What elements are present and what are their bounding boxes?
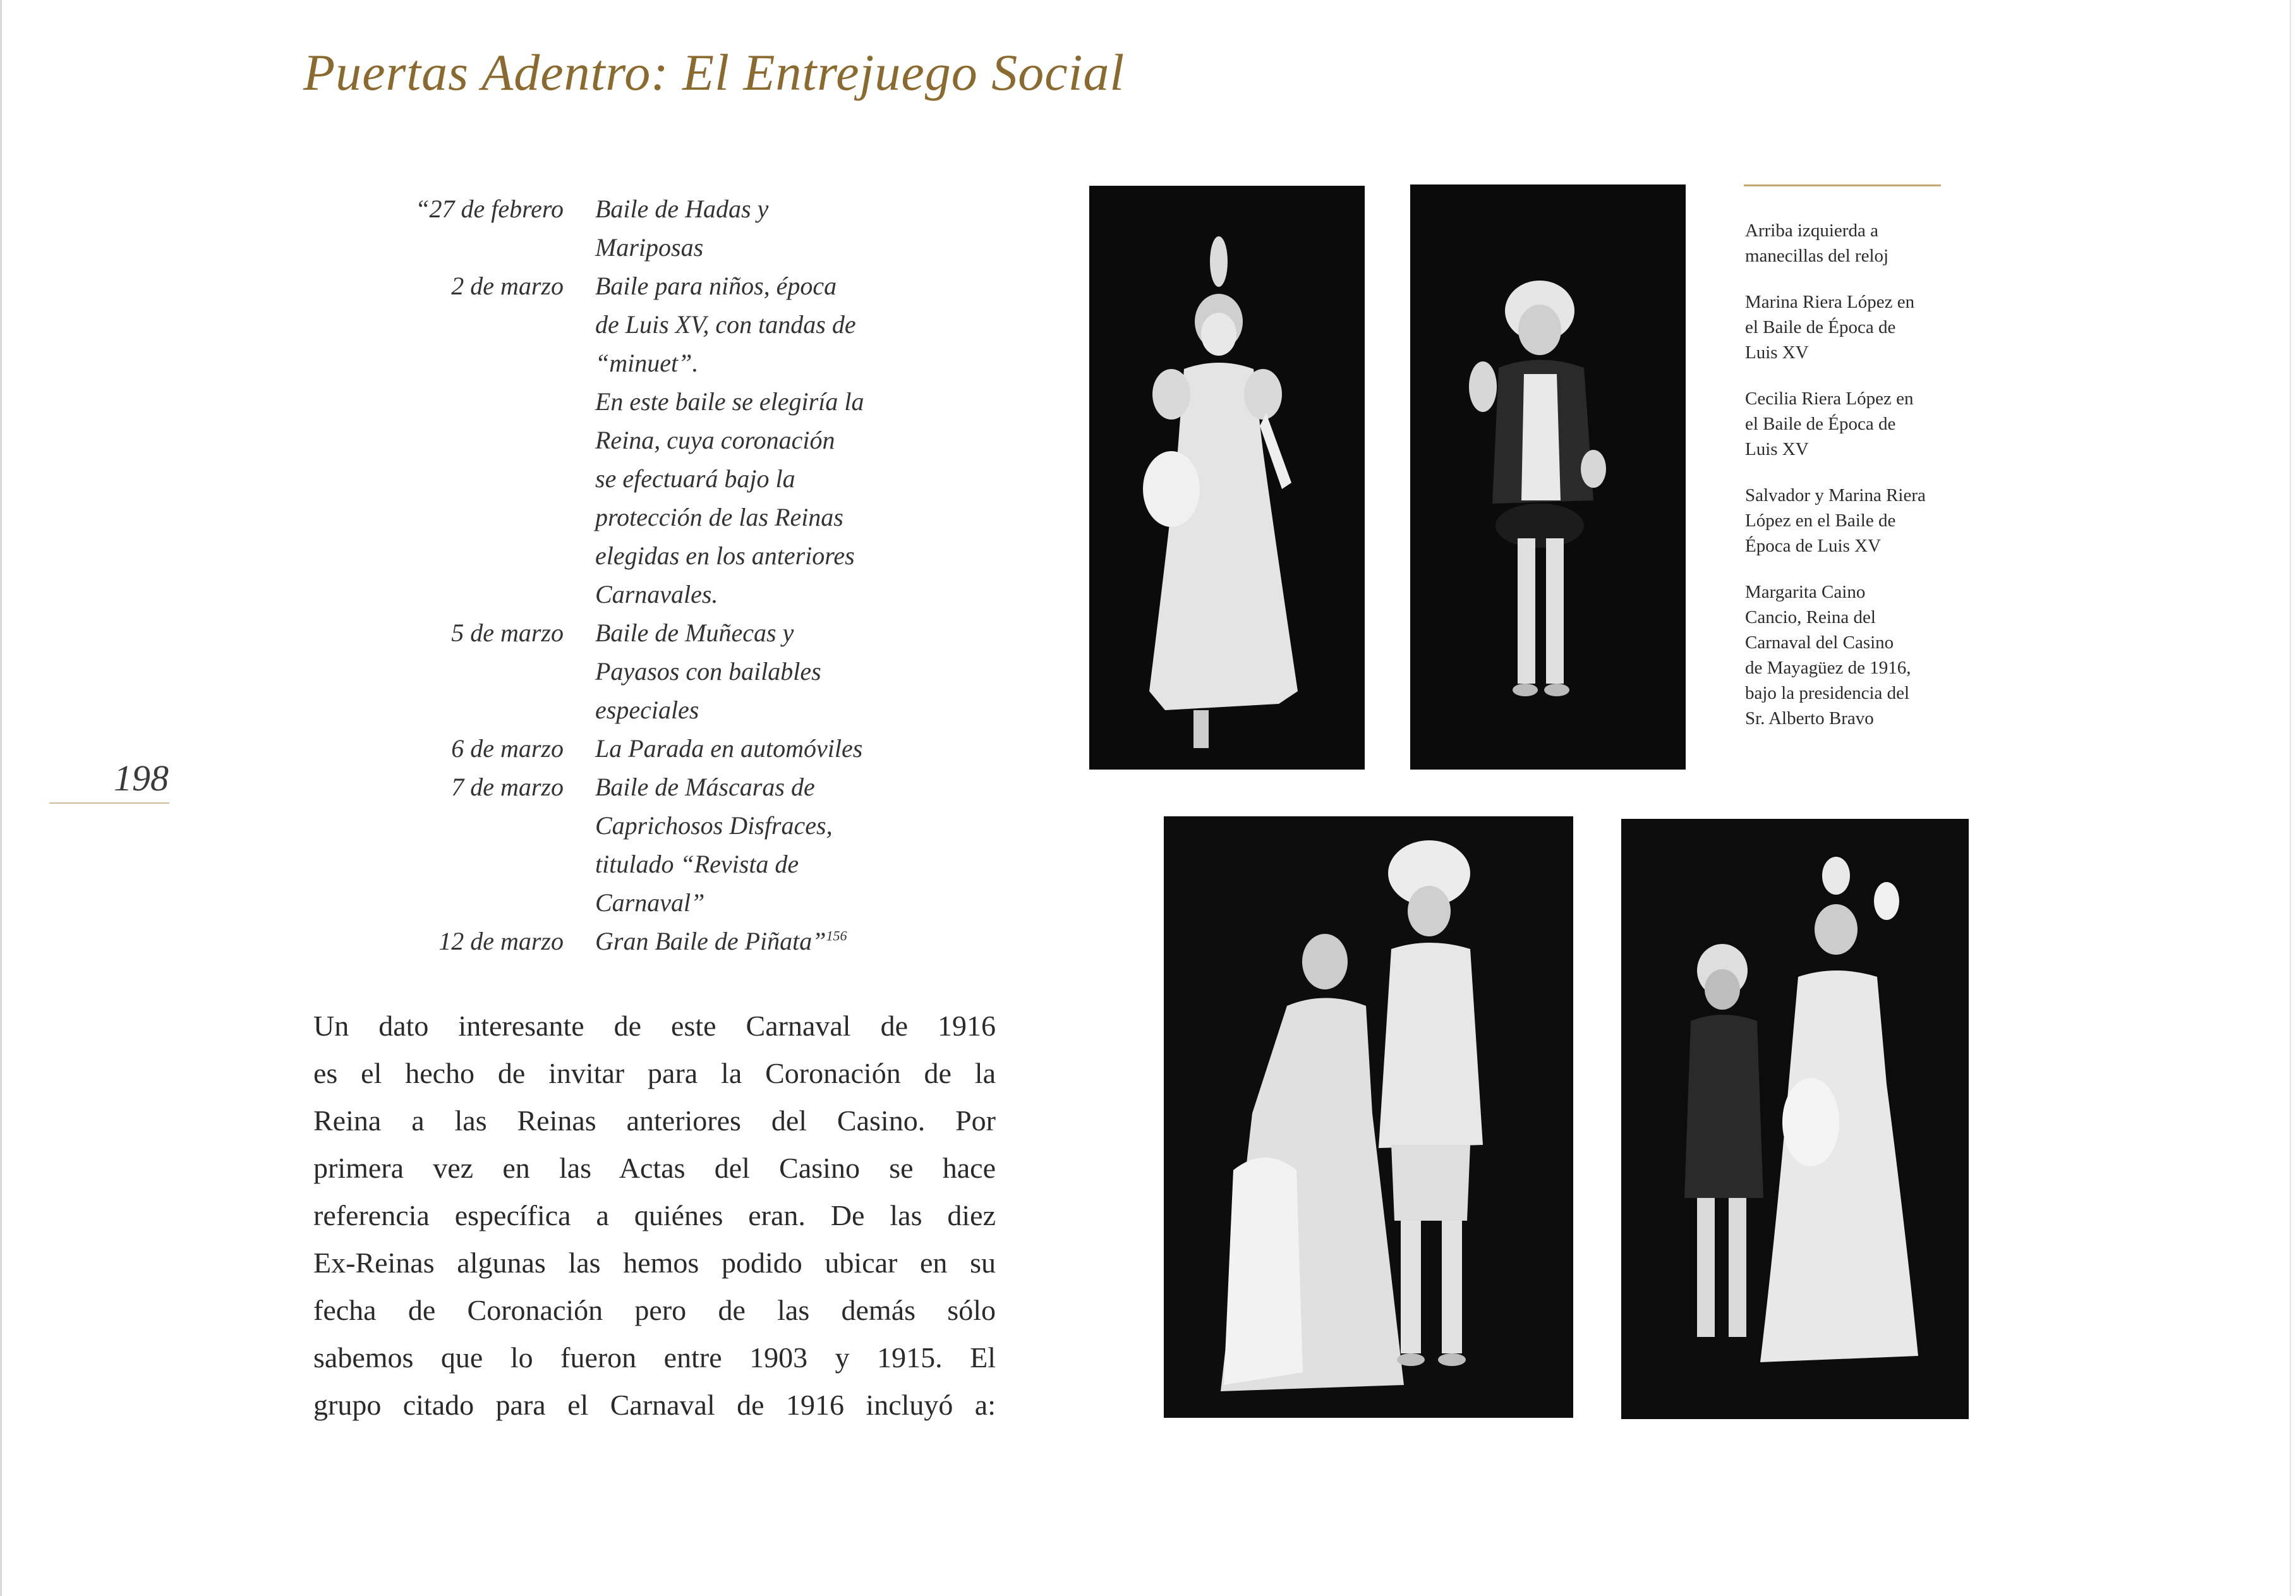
schedule-event-line: Baile de Muñecas y [595,619,794,647]
schedule-event [595,922,949,960]
schedule-entry [329,768,960,922]
schedule-event-line: La Parada en automóviles [595,734,863,763]
schedule-entry [329,922,960,960]
caption-line: López en el Baile de [1745,511,1896,531]
schedule-event-line: Baile de Hadas y [595,195,769,223]
page-number: 198 [114,758,169,799]
carnival-schedule [329,190,960,960]
schedule-event [595,614,949,729]
schedule-date: 2 de marzo [451,272,564,300]
schedule-date: 5 de marzo [451,619,564,647]
schedule-event-line: titulado “Revista de [595,850,799,878]
schedule-event-line: Mariposas [595,233,704,262]
schedule-entry [329,614,960,729]
schedule-date: 12 de marzo [438,927,564,955]
schedule-event-line: especiales [595,696,699,724]
page-right-edge [2290,0,2291,1596]
caption-line: Época de Luis XV [1745,536,1882,556]
body-line: sabemos que lo fueron entre 1903 y 1915. El [313,1341,996,1374]
body-line: Reina a las Reinas anteriores del Casino. Por [313,1104,996,1137]
schedule-event-line: Baile de Máscaras de [595,773,815,801]
body-line: primera vez en las Actas del Casino se hace [313,1152,996,1184]
caption-line: Margarita Caino [1745,582,1866,602]
schedule-event-line: “minuet”. [595,349,699,377]
schedule-event [595,190,949,267]
schedule-event-line: se efectuará bajo la [595,464,795,493]
schedule-date: 6 de marzo [451,734,564,763]
body-line: es el hecho de invitar para la Coronación de la [313,1057,996,1089]
schedule-event-line: elegidas en los anteriores [595,541,855,570]
photo-figure-couple [1164,816,1573,1418]
caption-line: Arriba izquierda a [1745,221,1878,241]
body-paragraph [313,1002,996,1429]
caption-line: Luis XV [1745,439,1809,459]
schedule-event-line-with-footnote [595,922,949,960]
photo-figure-child-costume [1410,184,1686,770]
photo-captions [1745,218,1960,752]
schedule-event-line: Reina, cuya coronación [595,426,835,454]
body-line: grupo citado para el Carnaval de 1916 incluyó a: [313,1389,996,1421]
caption-line: Carnaval del Casino [1745,632,1894,653]
schedule-event-line: Carnaval” [595,888,705,917]
footnote-marker: 156 [826,928,847,944]
schedule-event-line: Gran Baile de Piñata” [595,927,826,955]
schedule-event-line: protección de las Reinas [595,503,843,531]
caption-line: el Baile de Época de [1745,414,1896,434]
photo-caption [1745,483,1960,559]
body-line: referencia específica a quiénes eran. De las diez [313,1199,996,1231]
photo-caption [1745,579,1960,731]
schedule-event-line: Carnavales. [595,580,718,608]
schedule-event-line: Payasos con bailables [595,657,821,686]
photo-marina-riera-lopez [1089,186,1365,770]
page-number-rule [49,802,169,804]
caption-line: bajo la presidencia del [1745,683,1910,703]
photo-figure-woman-gown [1089,186,1365,770]
schedule-event-line: Caprichosos Disfraces, [595,811,833,840]
photo-salvador-marina-riera-lopez [1164,816,1573,1418]
schedule-event-line: Baile para niños, época [595,272,837,300]
caption-line: de Mayagüez de 1916, [1745,658,1911,678]
caption-line: el Baile de Época de [1745,317,1896,337]
body-line: Ex-Reinas algunas las hemos podido ubicar en su [313,1247,996,1279]
caption-line: Marina Riera López en [1745,292,1915,312]
schedule-date: 7 de marzo [451,773,564,801]
schedule-date: “27 de febrero [415,195,564,223]
schedule-event [595,267,949,614]
photo-margarita-caino-cancio [1621,819,1969,1419]
photo-caption [1745,218,1960,269]
caption-line: Luis XV [1745,342,1809,363]
caption-line: Cecilia Riera López en [1745,389,1914,409]
schedule-event [595,729,949,768]
caption-line: Salvador y Marina Riera [1745,485,1926,505]
schedule-entry [329,267,960,614]
body-line: Un dato interesante de este Carnaval de 1916 [313,1010,996,1042]
schedule-entry [329,190,960,267]
caption-line: Cancio, Reina del [1745,607,1876,627]
photo-figure-queen-and-companion [1621,819,1969,1419]
running-header-title: Puertas Adentro: El Entrejuego Social [303,44,1125,101]
photo-caption [1745,386,1960,462]
schedule-entry [329,729,960,768]
caption-line: Sr. Alberto Bravo [1745,708,1874,728]
schedule-event [595,768,949,922]
page-left-edge [0,0,2,1596]
body-line: fecha de Coronación pero de las demás sólo [313,1294,996,1326]
schedule-event-line: de Luis XV, con tandas de [595,310,856,339]
caption-rule [1744,184,1941,186]
caption-line: manecillas del reloj [1745,246,1889,266]
photo-cecilia-riera-lopez [1410,184,1686,770]
photo-caption [1745,289,1960,365]
schedule-event-line: En este baile se elegiría la [595,387,864,416]
